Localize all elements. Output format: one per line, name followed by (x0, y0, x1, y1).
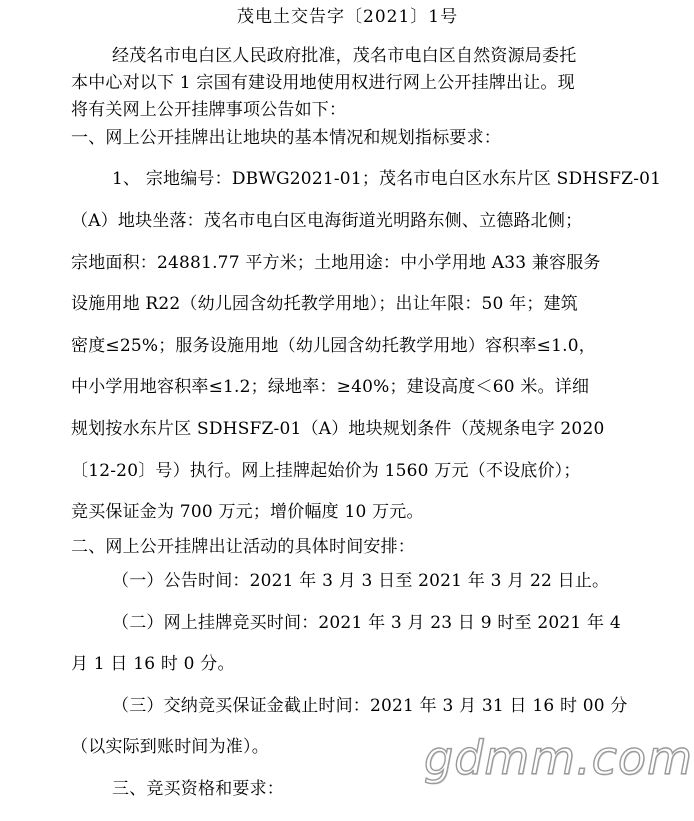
paragraph-line: 〔12-20〕号）执行。网上挂牌起始价为 1560 万元（不设底价）； (71, 461, 581, 481)
schedule-item: （一）公告时间：2021 年 3 月 3 日至 2021 年 3 月 22 日止。 (112, 571, 610, 591)
paragraph-line: 密度≤25%；服务设施用地（幼儿园含幼托教学用地）容积率≤1.0， (71, 336, 596, 356)
document-title: 茂电土交告字〔2021〕1号 (237, 7, 459, 27)
paragraph-line: 经茂名市电白区人民政府批准，茂名市电白区自然资源局委托 (112, 46, 577, 66)
paragraph-line: 规划按水东片区 SDHSFZ-01（A）地块规划条件（茂规条电字 2020 (71, 419, 605, 439)
section-heading: 二、网上公开挂牌出让活动的具体时间安排： (71, 537, 415, 557)
schedule-item: （三）交纳竞买保证金截止时间：2021 年 3 月 31 日 16 时 00 分 (112, 696, 628, 716)
paragraph-line: 本中心对以下 1 宗国有建设用地使用权进行网上公开挂牌出让。现 (71, 73, 575, 93)
site-watermark: gdmm.com (424, 731, 693, 785)
schedule-item: （以实际到账时间为准）。 (71, 737, 269, 757)
paragraph-line: 1、 宗地编号：DBWG2021-01；茂名市电白区水东片区 SDHSFZ-01 (112, 169, 662, 189)
schedule-item: 月 1 日 16 时 0 分。 (71, 654, 235, 674)
paragraph-line: 宗地面积：24881.77 平方米；土地用途：中小学用地 A33 兼容服务 (71, 253, 601, 273)
schedule-item: （二）网上挂牌竞买时间：2021 年 3 月 23 日 9 时至 2021 年 4 (112, 613, 621, 633)
paragraph-line: 将有关网上公开挂牌事项公告如下： (71, 100, 347, 120)
section-heading: 三、竞买资格和要求： (112, 779, 284, 799)
paragraph-line: 设施用地 R22（幼儿园含幼托教学用地）；出让年限：50 年；建筑 (71, 294, 578, 314)
section-heading: 一、网上公开挂牌出让地块的基本情况和规划指标要求： (71, 128, 501, 148)
paragraph-line: 竞买保证金为 700 万元；增价幅度 10 万元。 (71, 502, 424, 522)
paragraph-line: 中小学用地容积率≤1.2；绿地率：≥40%；建设高度＜60 米。详细 (71, 377, 590, 397)
paragraph-line: （A）地块坐落：茂名市电白区电海街道光明路东侧、立德路北侧； (71, 211, 583, 231)
